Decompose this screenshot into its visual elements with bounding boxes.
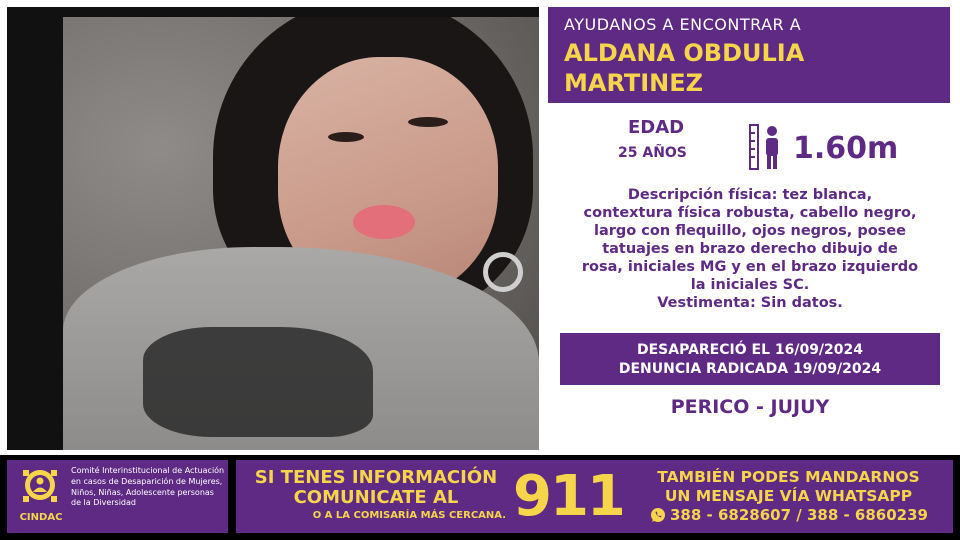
help-find-heading: AYUDANOS A ENCONTRAR A xyxy=(564,15,802,34)
person-name-line1: ALDANA OBDULIA xyxy=(564,39,805,67)
age-value: 25 AÑOS xyxy=(618,145,687,161)
info-line2: COMUNICATE AL xyxy=(293,487,459,508)
person-name xyxy=(564,38,934,98)
whatsapp-line1: TAMBIÉN PODES MANDARNOS xyxy=(657,468,920,486)
height-value: 1.60m xyxy=(793,131,899,166)
report-date: DENUNCIA RADICADA 19/09/2024 xyxy=(618,361,882,377)
description-line: Descripción física: tez blanca, xyxy=(627,187,873,203)
emergency-number: 911 xyxy=(513,464,624,529)
photo-frame xyxy=(7,7,539,450)
info-line3: O A LA COMISARÍA MÁS CERCANA. xyxy=(312,510,506,521)
stats-row xyxy=(548,117,950,177)
physical-description xyxy=(560,186,940,312)
missing-person-photo xyxy=(63,17,539,450)
description-line: contextura física robusta, cabello negro, xyxy=(583,205,917,221)
title-banner xyxy=(548,7,950,103)
committee-text: Comité Interinstitucional de Actuación en casos de Desaparición de Mujeres, Niños, Niñas, Adolescente personas de la Diversidad xyxy=(71,466,225,508)
person-name-line2: MARTINEZ xyxy=(564,69,704,97)
info-line1: SI TENES INFORMACIÓN xyxy=(254,467,498,488)
description-line: tatuajes en brazo derecho dibujo de xyxy=(602,241,898,257)
description-line: largo con flequillo, ojos negros, posee xyxy=(594,223,906,239)
whatsapp-numbers: 388 - 6828607 / 388 - 6860239 xyxy=(669,506,928,524)
contact-panel xyxy=(236,460,953,533)
whatsapp-text xyxy=(631,468,946,506)
info-text xyxy=(246,468,506,508)
cindac-label: CINDAC xyxy=(19,512,63,523)
location-label: PERICO - JUJUY xyxy=(670,396,830,418)
dates-banner xyxy=(560,333,940,385)
whatsapp-line2: UN MENSAJE VÍA WHATSAPP xyxy=(664,487,913,505)
clothing-line: Vestimenta: Sin datos. xyxy=(657,295,843,311)
cindac-panel xyxy=(7,460,228,533)
description-line: rosa, iniciales MG y en el brazo izquierdo xyxy=(581,259,919,275)
age-label: EDAD xyxy=(628,117,685,138)
person-height-icon xyxy=(748,123,784,171)
magnifier-person-icon xyxy=(17,466,63,508)
description-line: la iniciales SC. xyxy=(690,277,810,293)
whatsapp-contact xyxy=(634,506,944,524)
whatsapp-icon xyxy=(650,507,666,523)
disappearance-date: DESAPARECIÓ EL 16/09/2024 xyxy=(636,342,864,358)
